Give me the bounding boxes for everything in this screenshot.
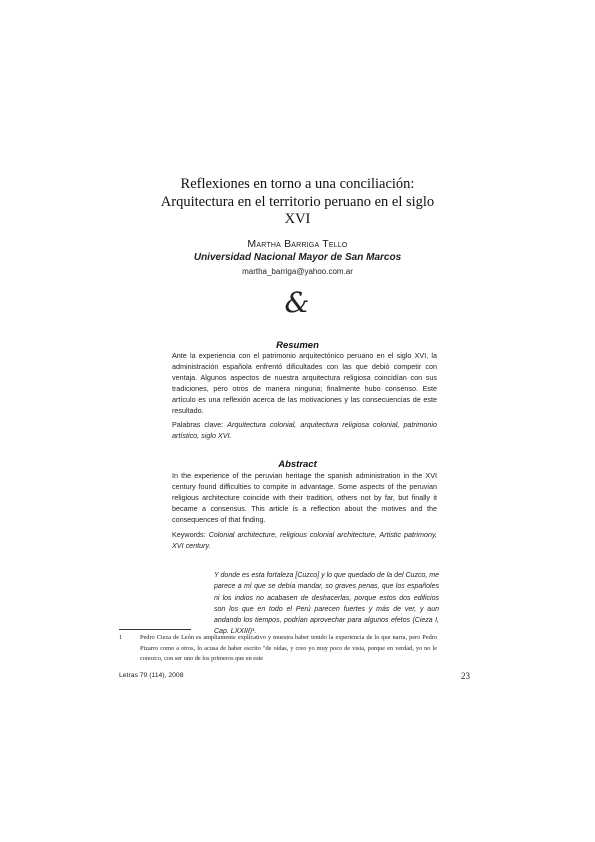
author-email: martha_barriga@yahoo.com.ar <box>242 267 353 276</box>
footnote <box>119 633 437 665</box>
abstract-keywords-text: Colonial architecture, religious colonial architecture, Artistic patrimony, XVI century. <box>172 530 438 550</box>
resumen-keywords <box>172 420 437 442</box>
title-line-2: Arquitectura en el territorio peruano en el siglo <box>160 193 435 210</box>
ampersand-ornament-icon: & <box>284 286 310 319</box>
footnote-number: 1 <box>119 634 123 641</box>
resumen-heading: Resumen <box>276 340 319 351</box>
abstract-keywords-label: Keywords: <box>172 530 206 539</box>
title-line-3: XVI <box>284 211 311 227</box>
author-affiliation: Universidad Nacional Mayor de San Marcos <box>193 252 402 263</box>
footnote-divider <box>119 629 191 630</box>
abstract-keywords <box>172 530 437 552</box>
resumen-keywords-text: Arquitectura colonial, arquitectura religiosa colonial, patrimonio artístico, siglo XVI. <box>172 420 437 440</box>
article-title <box>120 176 475 229</box>
abstract-heading: Abstract <box>278 459 317 470</box>
epigraph-quote: Y donde es esta fortaleza [Cuzco] y lo que quedado de la del Cuzco, me parece a mí que se debía mandar, so graves penas, que los españoles ni los indios no acabasen de deshacerlas, porque estos dos edificios son los que en todo el Perú parecen fuertes y más de ver, y aun andando los tiempos, podrían aprovechar para algunos efetos (Cieza I, Cap. LXXIII)¹. <box>214 572 439 636</box>
abstract-body: In the experience of the peruvian heritage the spanish administration in the XVI century found difficulties to compite in advantage. Some aspects of the peruvian religious architecture coincide with their tradition, others not by far, but finally it became a consensus. This article is a reflection about the motives and the consequences of that finding. <box>172 471 437 524</box>
resumen-body: Ante la experiencia con el patrimonio arquitectónico peruano en el siglo XVI, la administración española enfrentó dificultades con las que debió competir con ventaja. Algunos aspectos de nuestra arquitectura religiosa coincidían con sus tradiciones, pero otros de manera ninguna; finalmente hubo consenso. Este artículo es una reflexión acerca de las motivaciones y las consecuencias de este resultado. <box>172 351 437 415</box>
page-number: 23 <box>461 671 470 681</box>
footnote-text: Pedro Cieza de León es ampliamente explicativo y muestra haber tenido la experiencia de lo que narra, pero Pedro Pizarro como a otros, lo acusa de haber escrito "de oídas, y creo yo muy poco de vista, porque en verdad, yo no le conozco, con ser uno de los primeros que en este <box>140 634 437 662</box>
resumen-keywords-label: Palabras clave: <box>172 420 224 429</box>
author-name: Martha Barriga Tello <box>247 238 348 250</box>
journal-citation: Letras 79 (114), 2008 <box>119 672 184 679</box>
title-line-1: Reflexiones en torno a una conciliación: <box>180 176 415 192</box>
